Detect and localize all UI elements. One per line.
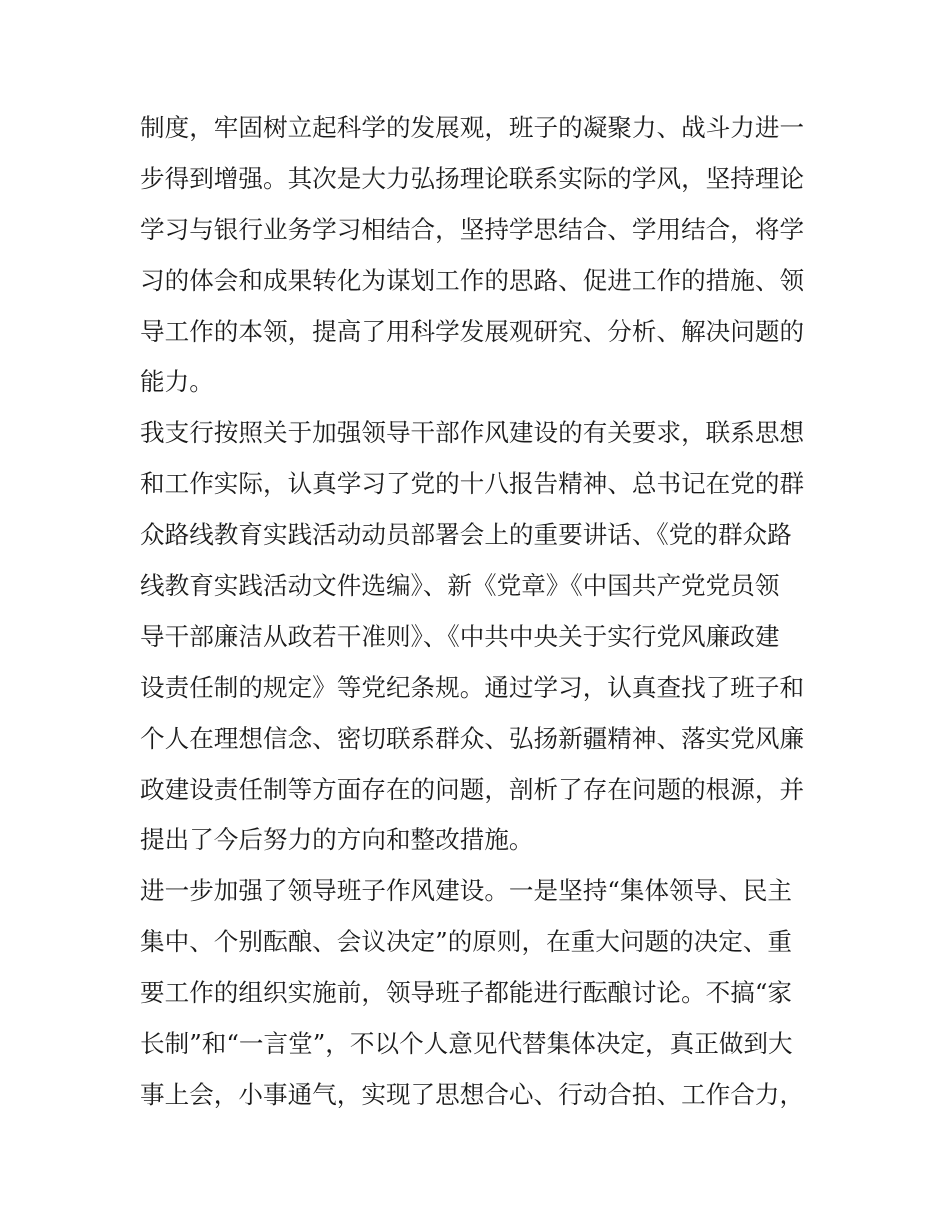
text-line: 制度，牢固树立起科学的发展观，班子的凝聚力、战斗力进一 [140,113,805,142]
text-line: 长制”和“一言堂”，不以个人意见代替集体决定，真正做到大 [140,1029,793,1059]
text-line: 政建设责任制等方面存在的问题，剖析了存在问题的根源，并 [140,774,805,804]
text-line: 步得到增强。其次是大力弘扬理论联系实际的学风，坚持理论 [140,163,805,193]
text-line: 导工作的本领，提高了用科学发展观研究、分析、解决问题的 [140,316,805,346]
text-line: 事上会，小事通气，实现了思想合心、行动合拍、工作合力， [140,1079,805,1109]
text-line: 能力。 [140,367,214,397]
text-line: 和工作实际，认真学习了党的十八报告精神、总书记在党的群 [140,469,805,499]
text-line: 设责任制的规定》等党纪条规。通过学习，认真查找了班子和 [140,672,805,702]
text-line: 习的体会和成果转化为谋划工作的思路、促进工作的措施、领 [140,265,805,295]
text-line: 线教育实践活动文件选编》、新《党章》《中国共产党党员领 [140,571,780,601]
text-line: 提出了今后努力的方向和整改措施。 [140,825,534,855]
text-line: 导干部廉洁从政若干准则》、《中共中央关于实行党风廉政建 [140,621,780,651]
text-line: 集中、个别酝酿、会议决定”的原则，在重大问题的决定、重 [140,927,793,957]
text-line: 进一步加强了领导班子作风建设。一是坚持“集体领导、民主 [140,876,793,906]
text-line: 要工作的组织实施前，领导班子都能进行酝酿讨论。不搞“家 [140,978,793,1008]
text-line: 学习与银行业务学习相结合，坚持学思结合、学用结合，将学 [140,214,805,244]
document-page [140,103,820,1121]
text-line: 众路线教育实践活动动员部署会上的重要讲话、《党的群众路 [140,520,792,550]
text-line: 个人在理想信念、密切联系群众、弘扬新疆精神、落实党风廉 [140,723,805,753]
text-line: 我支行按照关于加强领导干部作风建设的有关要求，联系思想 [140,418,805,448]
